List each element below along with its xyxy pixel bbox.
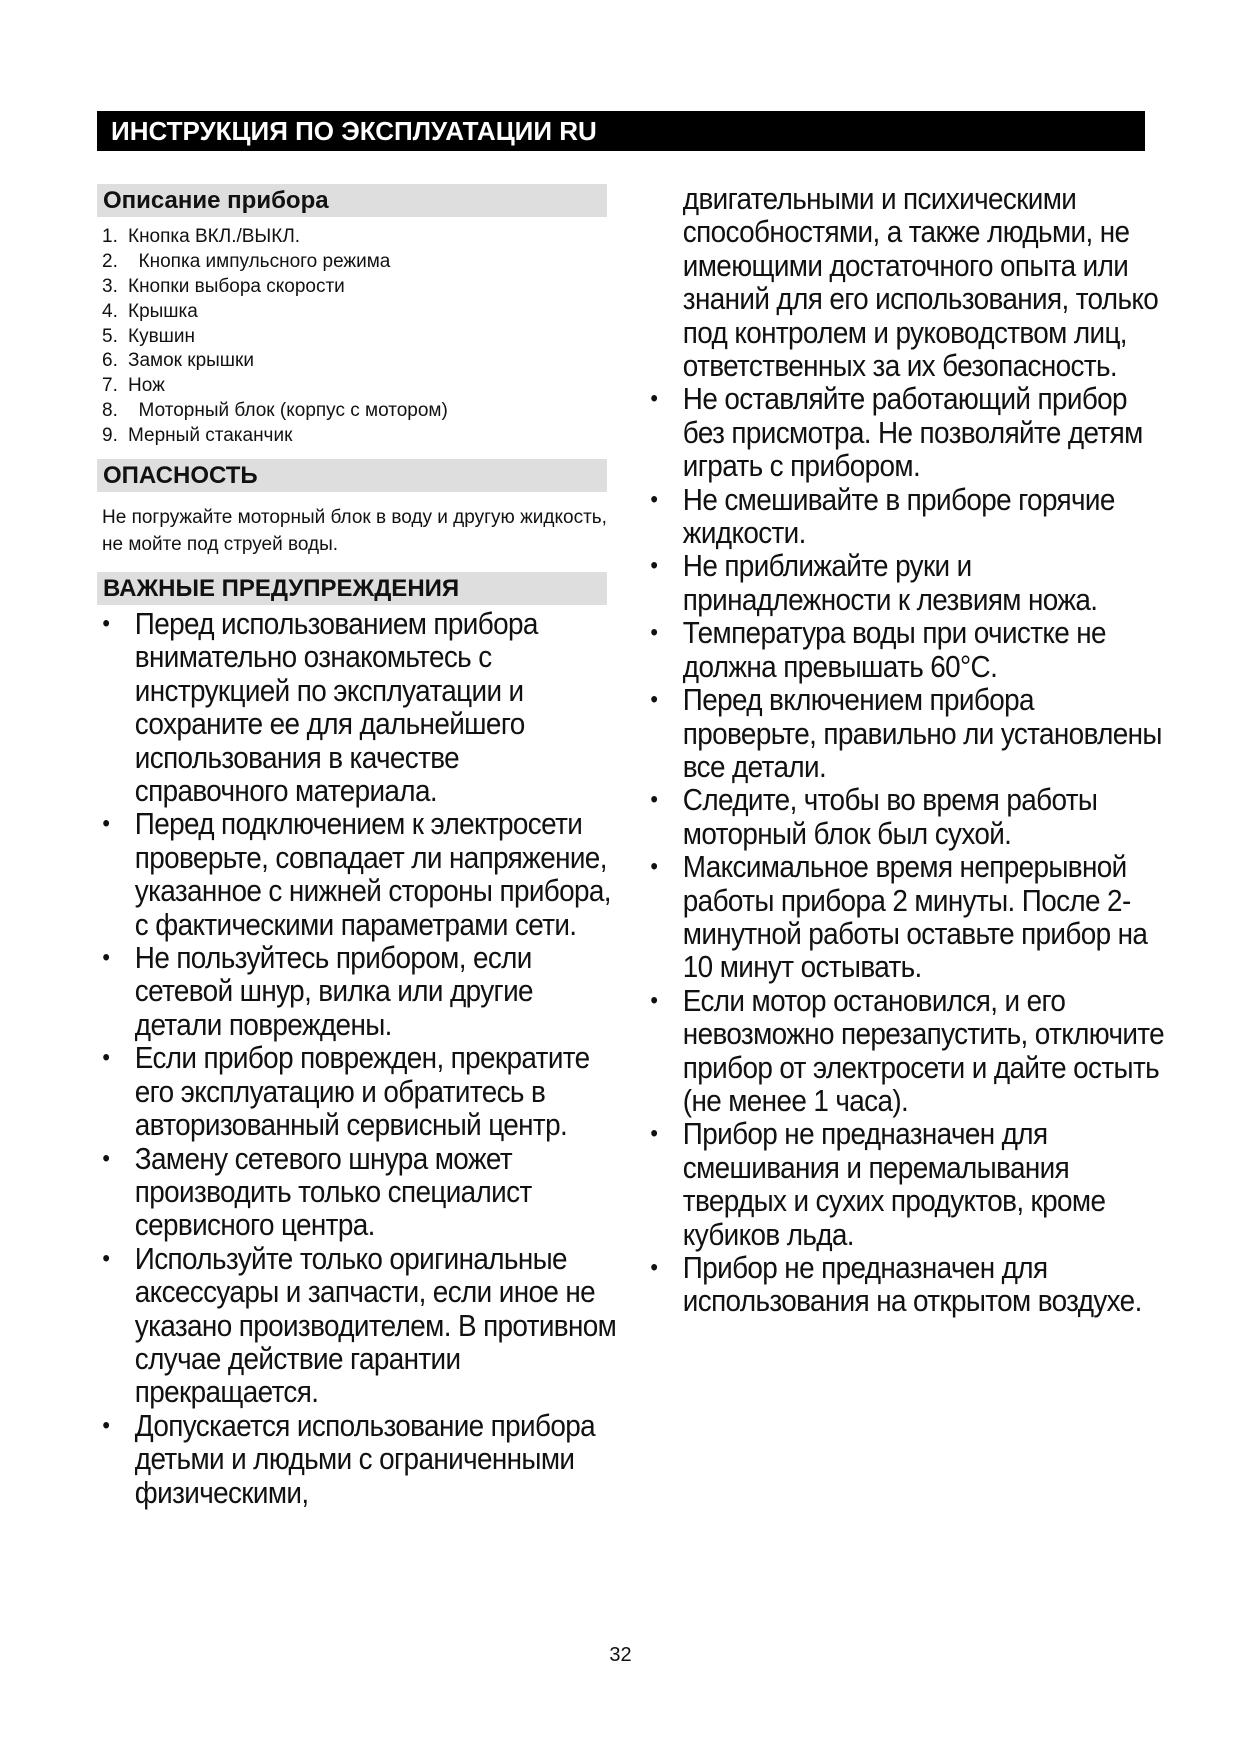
warning-item: • Допускается использование прибора детьми и людьми с ограниченными физическими,	[102, 1407, 596, 1510]
warning-item: • Следите, чтобы во время работы моторный блок был сухой.	[650, 782, 1098, 851]
list-item: 4. Крышка	[102, 300, 198, 322]
warning-item: • Прибор не предназначен для использования на открытом воздухе.	[650, 1250, 1142, 1319]
list-item: 1. Кнопка ВКЛ./ВЫКЛ.	[102, 226, 301, 247]
warning-item: • Перед подключением к электросети проверьте, совпадает ли напряжение, указанное с нижней стороны прибора, с фактическими параметрами сети.	[102, 806, 611, 942]
list-item: 5. Кувшин	[102, 325, 196, 347]
danger-heading: ОПАСНОСТЬ	[97, 459, 607, 492]
right-column	[645, 182, 1165, 1318]
bullet-icon: •	[650, 552, 658, 580]
warnings-list-right	[645, 182, 1167, 1318]
bullet-icon: •	[102, 1044, 110, 1072]
warning-item: • Используйте только оригинальные аксессуары и запчасти, если иное не указано производителем. В противном случае действие гарантии прекращается.	[102, 1240, 617, 1410]
bullet-icon: •	[650, 1254, 658, 1281]
list-item: 9. Мерный стаканчик	[102, 425, 293, 447]
warning-item: • Перед включением прибора проверьте, правильно ли установлены все детали.	[650, 682, 1162, 784]
page-header-bar	[97, 111, 1145, 151]
bullet-icon: •	[650, 786, 658, 814]
bullet-icon: •	[102, 944, 110, 972]
bullet-icon: •	[102, 810, 110, 838]
warning-item: • Прибор не предназначен для смешивания и перемалывания твердых и сухих продуктов, кроме кубиков льда.	[650, 1116, 1106, 1252]
list-item: 2. Кнопка импульсного режима	[102, 250, 391, 272]
bullet-icon: •	[102, 1144, 110, 1172]
list-item: 7. Нож	[102, 375, 165, 397]
bullet-icon: •	[102, 610, 110, 638]
parts-list	[97, 225, 627, 449]
page-number: 32	[609, 1644, 632, 1666]
warning-item: • Перед использованием прибора внимательно ознакомьтесь с инструкцией по эксплуатации и сохраните ее для дальнейшего использования в качестве справочного материала.	[102, 606, 538, 809]
warnings-heading: ВАЖНЫЕ ПРЕДУПРЕЖДЕНИЯ	[97, 572, 607, 605]
bullet-icon: •	[102, 1244, 110, 1272]
bullet-icon: •	[650, 619, 658, 647]
description-heading: Описание прибора	[97, 184, 607, 217]
page-header-title: ИНСТРУКЦИЯ ПО ЭКСПЛУАТАЦИИ RU	[111, 116, 597, 146]
left-column	[97, 184, 627, 1509]
warning-item-continuation: двигательными и психическими способностями, а также людьми, не имеющими достаточного опыта или знаний для его использования, только под контролем и руководством лиц, ответственных за их безопасность.	[682, 181, 1159, 384]
warning-item: • Не оставляйте работающий прибор без присмотра. Не позволяйте детям играть с прибором.	[650, 381, 1143, 484]
bullet-icon: •	[650, 385, 658, 413]
warning-item: • Если прибор поврежден, прекратите его эксплуатацию и обратитесь в авторизованный сервисный центр.	[102, 1040, 590, 1143]
warning-item: • Температура воды при очистке не должна превышать 60°С.	[650, 615, 1106, 684]
bullet-icon: •	[650, 485, 658, 513]
warning-item: • Если мотор остановился, и его невозможно перезапустить, отключите прибор от электросети и дайте остыть (не менее 1 часа).	[650, 982, 1165, 1118]
warning-item: • Не приближайте руки и принадлежности к лезвиям ножа.	[650, 548, 1098, 617]
bullet-icon: •	[650, 986, 658, 1014]
warning-item: • Максимальное время непрерывной работы прибора 2 минуты. После 2-минутной работы оставьте прибор на 10 минут остывать.	[650, 849, 1148, 985]
bullet-icon: •	[650, 853, 658, 881]
bullet-icon: •	[650, 686, 658, 714]
warning-item: • Не пользуйтесь прибором, если сетевой шнур, вилка или другие детали повреждены.	[102, 940, 533, 1042]
list-item: 3. Кнопки выбора скорости	[102, 275, 345, 297]
list-item: 6. Замок крышки	[102, 350, 254, 372]
bullet-icon: •	[650, 1120, 658, 1148]
warning-item: • Не смешивайте в приборе горячие жидкости.	[650, 481, 1115, 551]
warning-item: • Замену сетевого шнура может производить только специалист сервисного центра.	[102, 1140, 532, 1243]
list-item: 8. Моторный блок (корпус с мотором)	[102, 400, 448, 422]
bullet-icon: •	[102, 1411, 110, 1439]
warnings-list-left	[97, 607, 619, 1509]
danger-text: Не погружайте моторный блок в воду и другую жидкость, не мойте под струей воды.	[102, 507, 607, 556]
